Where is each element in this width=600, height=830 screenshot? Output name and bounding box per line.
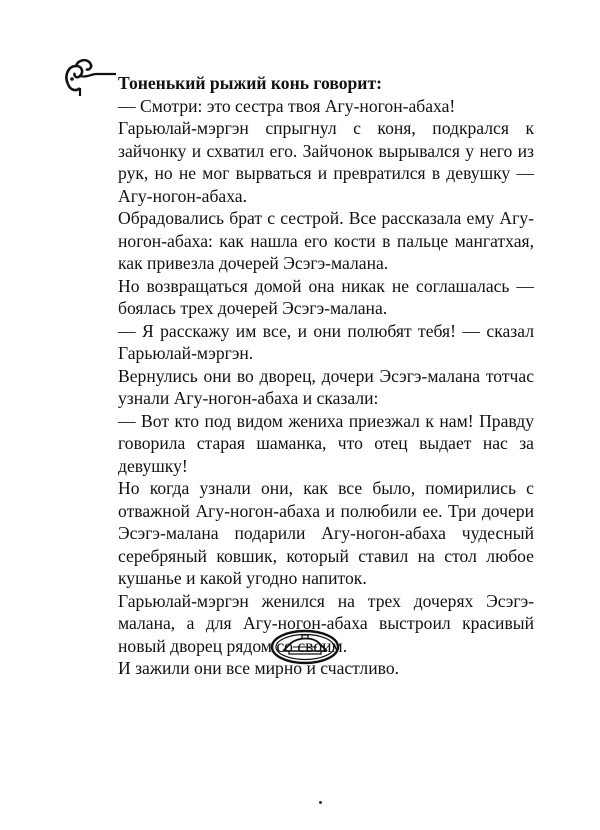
paragraph: Вернулись они во дворец, дочери Эсэгэ-малана тотчас узнали Агу-ногон-абаха и сказали: <box>118 365 534 408</box>
story-text <box>118 72 534 680</box>
paragraph: Но когда узнали они, как все было, помирились с отважной Агу-ногон-абаха и полюбили ее. Три дочери Эсэгэ-малана подарили Агу-ногон-абаха чудесный серебряный ковшик, который ставил на стол любое кушанье и какой угодно напиток. <box>118 478 534 588</box>
paragraph: Но возвращаться домой она никак не соглашалась — боялась трех дочерей Эсэгэ-малана. <box>118 275 534 318</box>
paragraph: Обрадовались брат с сестрой. Все рассказала ему Агу-ногон-абаха: как нашла его кости в пальце мангатхая, как привезла дочерей Эсэгэ-малана. <box>118 208 534 273</box>
paragraph: Гарьюлай-мэргэн женился на трех дочерях Эсэгэ-малана, а для Агу-ногон-абаха выстроил красивый новый дворец рядом со своим. <box>118 590 534 656</box>
paragraph: — Вот кто под видом жениха приезжал к нам! Правду говорила старая шаманка, что отец выдает нас за девушку! <box>118 410 534 476</box>
scroll-ornament-icon <box>62 54 118 98</box>
yurt-vignette-icon <box>269 626 341 666</box>
paragraph: Гарьюлай-мэргэн спрыгнул с коня, подкрался к зайчонку и схватил его. Зайчонок вырывался у него из рук, но не мог вырваться и превратился в девушку — Агу-ногон-абаха. <box>118 118 534 206</box>
paragraph: — Смотри: это сестра твоя Агу-ногон-абаха! <box>118 95 456 116</box>
paragraph: — Я расскажу им все, и они полюбят тебя! — сказал Гарьюлай-мэргэн. <box>118 320 534 363</box>
page-mark <box>319 801 322 804</box>
paragraph: Тоненький рыжий конь говорит: <box>118 73 382 93</box>
paragraph: И зажили они все мирно и счастливо. <box>118 658 400 678</box>
